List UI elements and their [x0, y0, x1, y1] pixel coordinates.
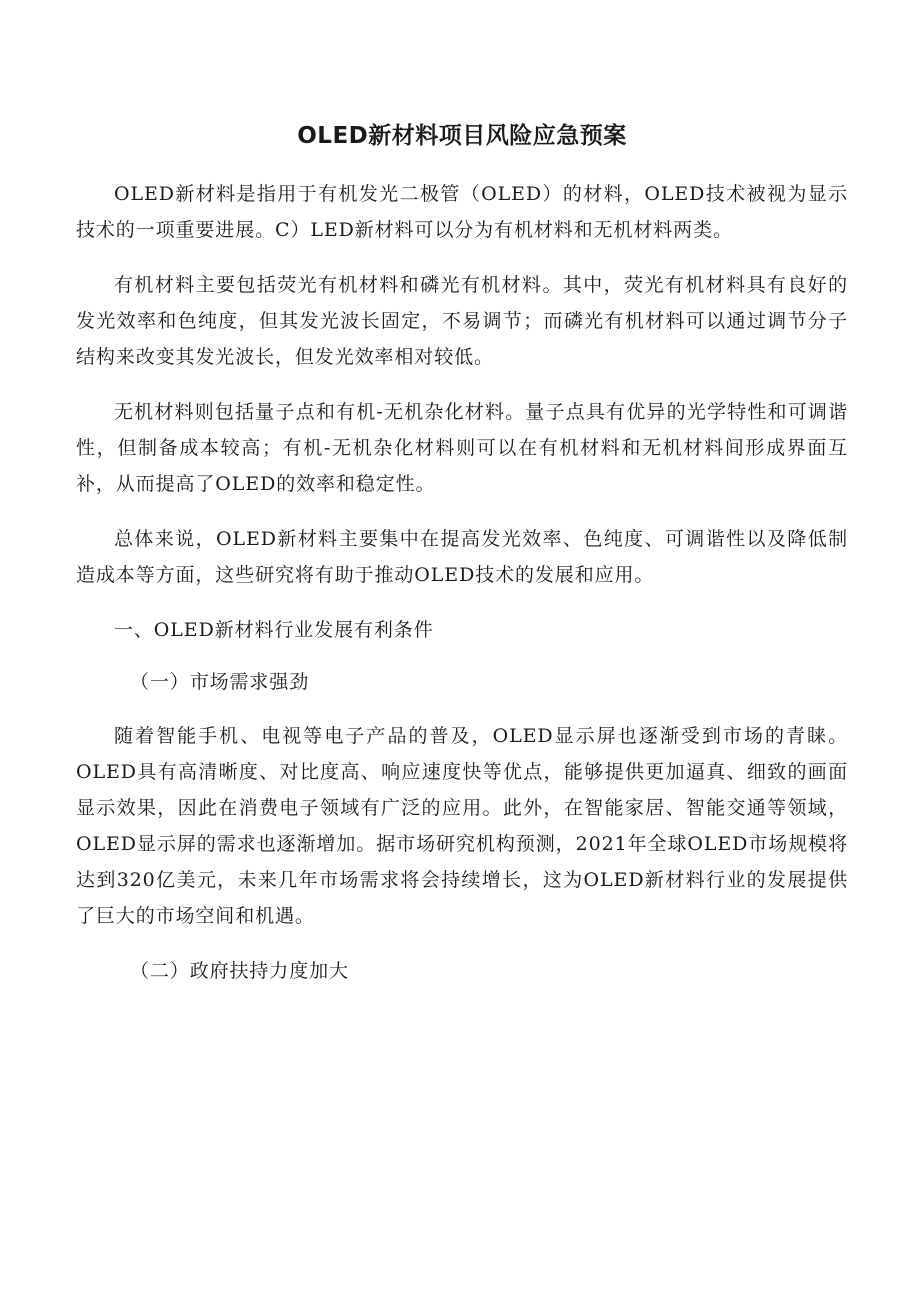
document-title: OLED新材料项目风险应急预案 — [297, 123, 627, 149]
subsection-heading-government-support: （二）政府扶持力度加大 — [130, 960, 349, 982]
subsection-heading-market-demand: （一）市场需求强劲 — [130, 671, 310, 693]
paragraph-inorganic-materials: 无机材料则包括量子点和有机-无机杂化材料。量子点具有优异的光学特性和可调谐性，但制备成本较高；有机-无机杂化材料则可以在有机材料和无机材料间形成界面互补，从而提高了OLED的效率和稳定性。 — [76, 401, 848, 495]
paragraph-organic-materials: 有机材料主要包括荧光有机材料和磷光有机材料。其中，荧光有机材料具有良好的发光效率和色纯度，但其发光波长固定，不易调节；而磷光有机材料可以通过调节分子结构来改变其发光波长，但发光效率相对较低。 — [76, 274, 848, 368]
paragraph-intro: OLED新材料是指用于有机发光二极管（OLED）的材料，OLED技术被视为显示技术的一项重要进展。C）LED新材料可以分为有机材料和无机材料两类。 — [76, 183, 848, 241]
section-heading-favorable-conditions: 一、OLED新材料行业发展有利条件 — [114, 619, 434, 641]
paragraph-summary: 总体来说，OLED新材料主要集中在提高发光效率、色纯度、可调谐性以及降低制造成本等方面，这些研究将有助于推动OLED技术的发展和应用。 — [76, 528, 848, 586]
paragraph-market-demand: 随着智能手机、电视等电子产品的普及，OLED显示屏也逐渐受到市场的青睐。OLED具有高清晰度、对比度高、响应速度快等优点，能够提供更加逼真、细致的画面显示效果，因此在消费电子领域有广泛的应用。此外，在智能家居、智能交通等领域，OLED显示屏的需求也逐渐增加。据市场研究机构预测，2021年全球OLED市场规模将达到320亿美元，未来几年市场需求将会持续增长，这为OLED新材料行业的发展提供了巨大的市场空间和机遇。 — [76, 725, 848, 927]
